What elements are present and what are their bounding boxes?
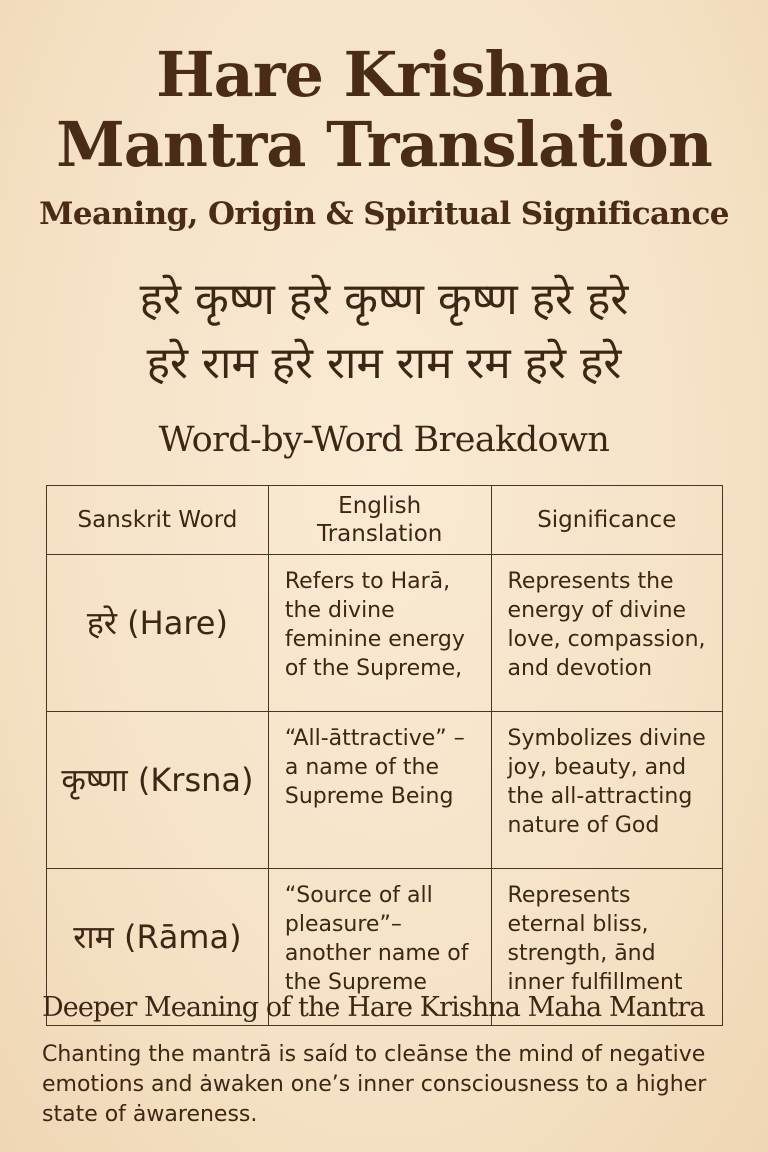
significance-cell: Represents the energy of divine love, compassion, and devotion	[491, 555, 722, 712]
translation-cell: Refers to Harā, the divine feminine energy of the Supreme,	[268, 555, 491, 712]
sanskrit-word-cell: हरे (Hare)	[47, 555, 269, 712]
page-title-line-1: Hare Krishna	[156, 38, 612, 111]
deeper-meaning-heading: Deeper Meaning of the Hare Krishna Maha Mantra	[42, 992, 705, 1023]
sanskrit-word-cell: कृष्णा (Krsna)	[47, 712, 269, 869]
deeper-meaning-text: Chanting the mantrā is saíd to cleānse the mind of negative emotions and ȧwaken one’s inner consciousness to a higher state of ȧwareness.	[42, 1042, 707, 1127]
sanskrit-word-cell: राम (Rāma)	[47, 869, 269, 1026]
breakdown-table	[46, 485, 723, 1026]
translation-cell: “All-āttractive” – a name of the Supreme Being	[268, 712, 491, 869]
mantra-line-2: हरे राम हरे राम राम रम हरे हरे	[146, 338, 622, 389]
table-row	[47, 712, 723, 869]
column-header-english-translation: English Translation	[268, 486, 491, 555]
breakdown-heading: Word-by-Word Breakdown	[158, 420, 610, 460]
column-header-sanskrit-word: Sanskrit Word	[47, 486, 269, 555]
mantra-line-1: हरे कृष्ण हरे कृष्ण कृष्ण हरे हरे	[139, 274, 629, 325]
column-header-significance: Significance	[491, 486, 722, 555]
page-subtitle: Meaning, Origin & Spiritual Significance	[39, 196, 729, 232]
page-title-line-2: Mantra Translation	[56, 108, 712, 181]
significance-cell: Symbolizes divine joy, beauty, and the all-attracting nature of God	[491, 712, 722, 869]
significance-cell: Represents eternal bliss, strength, ānd inner fulfillment	[491, 869, 722, 1026]
table-row	[47, 555, 723, 712]
table-header-row	[47, 486, 723, 555]
translation-cell: “Source of all pleasure”– another name of the Supreme	[268, 869, 491, 1026]
